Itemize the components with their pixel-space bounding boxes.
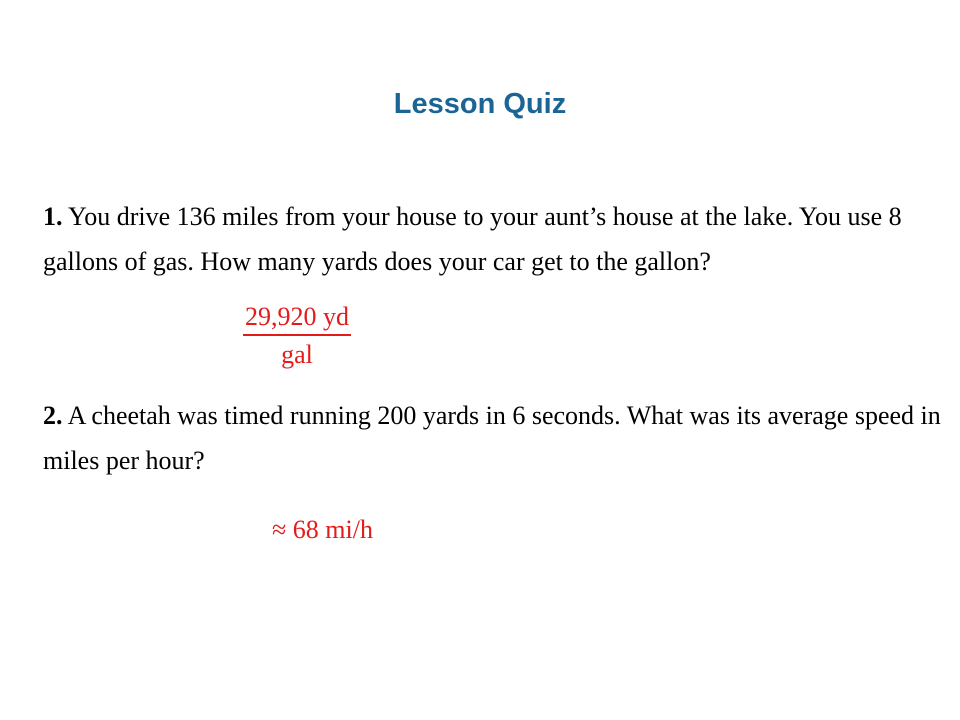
answer-1-denominator: gal <box>281 340 313 369</box>
answer-2: ≈ 68 mi/h <box>272 515 373 544</box>
answer-1-fraction <box>243 302 351 370</box>
page-title: Lesson Quiz <box>393 88 567 120</box>
question-1 <box>43 194 943 284</box>
question-text: You drive 136 miles from your house to your aunt’s house at the lake. You use 8 gallons of gas. How many yards does your car get to the gallon? <box>43 202 902 276</box>
question-2 <box>43 393 943 483</box>
question-number: 1. <box>43 202 63 231</box>
question-number: 2. <box>43 401 63 430</box>
question-text: A cheetah was timed running 200 yards in 6 seconds. What was its average speed in miles per hour? <box>43 401 941 475</box>
answer-1-numerator: 29,920 yd <box>243 302 351 336</box>
